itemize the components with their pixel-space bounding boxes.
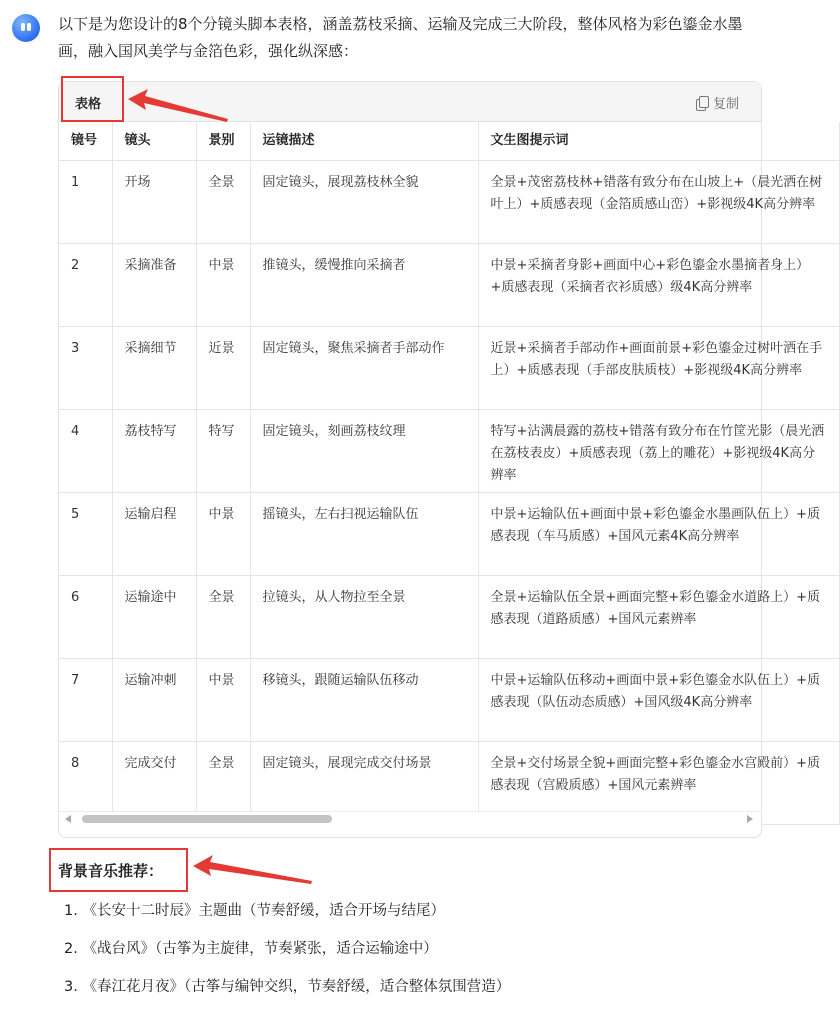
- cell-shot-number: 1: [59, 161, 112, 244]
- cell-shot-name: 荔枝特写: [112, 410, 196, 493]
- cell-camera-move: 移镜头，跟随运输队伍移动: [250, 659, 478, 742]
- cell-shot-number: 4: [59, 410, 112, 493]
- table-row: [59, 327, 839, 410]
- list-item: 2. 《战台风》（古筝为主旋律，节奏紧张，适合运输途中）: [64, 941, 438, 957]
- cell-shot-scale: 特写: [196, 410, 250, 493]
- column-header: 镜号: [59, 122, 112, 161]
- table-row: [59, 493, 839, 576]
- copy-button[interactable]: [696, 93, 739, 112]
- cell-image-prompt: 全景+茂密荔枝林+错落有致分布在山坡上+（晨光洒在树叶上）+质感表现（金箔质感山峦）+影视级4K高分辨率: [478, 161, 839, 244]
- table-row: [59, 659, 839, 742]
- cell-image-prompt: 全景+运输队伍全景+画面完整+彩色鎏金水道路上）+质感表现（道路质感）+国风元素辨率: [478, 576, 839, 659]
- music-section-title: 背景音乐推荐：: [58, 862, 164, 880]
- cell-shot-number: 5: [59, 493, 112, 576]
- cell-shot-scale: 中景: [196, 244, 250, 327]
- cell-image-prompt: 中景+运输队伍移动+画面中景+彩色鎏金水队伍上）+质感表现（队伍动态质感）+国风级4K高分辨率: [478, 659, 839, 742]
- cell-shot-number: 6: [59, 576, 112, 659]
- cell-shot-scale: 全景: [196, 576, 250, 659]
- table-scroll-area[interactable]: [59, 122, 825, 825]
- table-header-row: [59, 122, 839, 161]
- cell-shot-number: 8: [59, 742, 112, 825]
- copy-icon: [696, 96, 708, 109]
- table-card: [58, 81, 825, 838]
- table-row: [59, 576, 839, 659]
- scroll-left-icon[interactable]: [65, 815, 71, 823]
- cell-image-prompt: 特写+沾满晨露的荔枝+错落有致分布在竹筐光影（晨光洒在荔枝表皮）+质感表现（荔上的雕花）+影视级4K高分辨率: [478, 410, 839, 493]
- column-header: 文生图提示词: [478, 122, 839, 161]
- cell-image-prompt: 中景+采摘者身影+画面中心+彩色鎏金水墨摘者身上）+质感表现（采摘者衣衫质感）级4K高分辨率: [478, 244, 839, 327]
- list-item: 3. 《春江花月夜》（古筝与编钟交织，节奏舒缓，适合整体氛围营造）: [64, 979, 511, 995]
- cell-camera-move: 固定镜头，展现完成交付场景: [250, 742, 478, 825]
- cell-camera-move: 拉镜头，从人物拉至全景: [250, 576, 478, 659]
- cell-image-prompt: 全景+交付场景全貌+画面完整+彩色鎏金水宫殿前）+质感表现（宫殿质感）+国风元素辨率: [478, 742, 839, 825]
- cell-shot-name: 采摘细节: [112, 327, 196, 410]
- storyboard-table: [59, 122, 840, 825]
- cell-shot-name: 采摘准备: [112, 244, 196, 327]
- column-header: 镜头: [112, 122, 196, 161]
- cell-camera-move: 固定镜头，展现荔枝林全貌: [250, 161, 478, 244]
- list-item: 1. 《长安十二时辰》主题曲（节奏舒缓，适合开场与结尾）: [64, 903, 445, 919]
- scrollbar-thumb[interactable]: [82, 815, 332, 823]
- arrow-annotation: [193, 855, 312, 884]
- cell-camera-move: 固定镜头，刻画荔枝纹理: [250, 410, 478, 493]
- cell-shot-name: 运输启程: [112, 493, 196, 576]
- cell-shot-scale: 全景: [196, 742, 250, 825]
- table-card-title: 表格: [75, 97, 102, 112]
- cell-camera-move: 摇镜头，左右扫视运输队伍: [250, 493, 478, 576]
- cell-shot-scale: 中景: [196, 659, 250, 742]
- horizontal-scrollbar[interactable]: [59, 811, 761, 825]
- cell-shot-number: 2: [59, 244, 112, 327]
- cell-image-prompt: 中景+运输队伍+画面中景+彩色鎏金水墨画队伍上）+质感表现（车马质感）+国风元素4K高分辨率: [478, 493, 839, 576]
- assistant-avatar: [12, 14, 40, 42]
- cell-shot-number: 3: [59, 327, 112, 410]
- avatar-eye-left: [21, 23, 25, 31]
- cell-camera-move: 固定镜头，聚焦采摘者手部动作: [250, 327, 478, 410]
- avatar-eye-right: [27, 23, 31, 31]
- cell-shot-number: 7: [59, 659, 112, 742]
- column-header: 运镜描述: [250, 122, 478, 161]
- cell-shot-name: 运输途中: [112, 576, 196, 659]
- music-list: [64, 900, 510, 1014]
- intro-text: 以下是为您设计的8个分镜头脚本表格，涵盖荔枝采摘、运输及完成三大阶段，整体风格为彩色鎏金水墨画，融入国风美学与金箔色彩，强化纵深感：: [58, 15, 743, 60]
- copy-button-label: 复制: [712, 97, 739, 112]
- cell-shot-name: 完成交付: [112, 742, 196, 825]
- table-row: [59, 244, 839, 327]
- cell-shot-scale: 全景: [196, 161, 250, 244]
- table-row: [59, 410, 839, 493]
- cell-shot-scale: 近景: [196, 327, 250, 410]
- cell-camera-move: 推镜头，缓慢推向采摘者: [250, 244, 478, 327]
- column-header: 景别: [196, 122, 250, 161]
- cell-image-prompt: 近景+采摘者手部动作+画面前景+彩色鎏金过树叶洒在手上）+质感表现（手部皮肤质枝）+影视级4K高分辨率: [478, 327, 839, 410]
- table-row: [59, 161, 839, 244]
- cell-shot-name: 运输冲刺: [112, 659, 196, 742]
- cell-shot-scale: 中景: [196, 493, 250, 576]
- cell-shot-name: 开场: [112, 161, 196, 244]
- table-card-header: [59, 82, 761, 122]
- scroll-right-icon[interactable]: [747, 815, 753, 823]
